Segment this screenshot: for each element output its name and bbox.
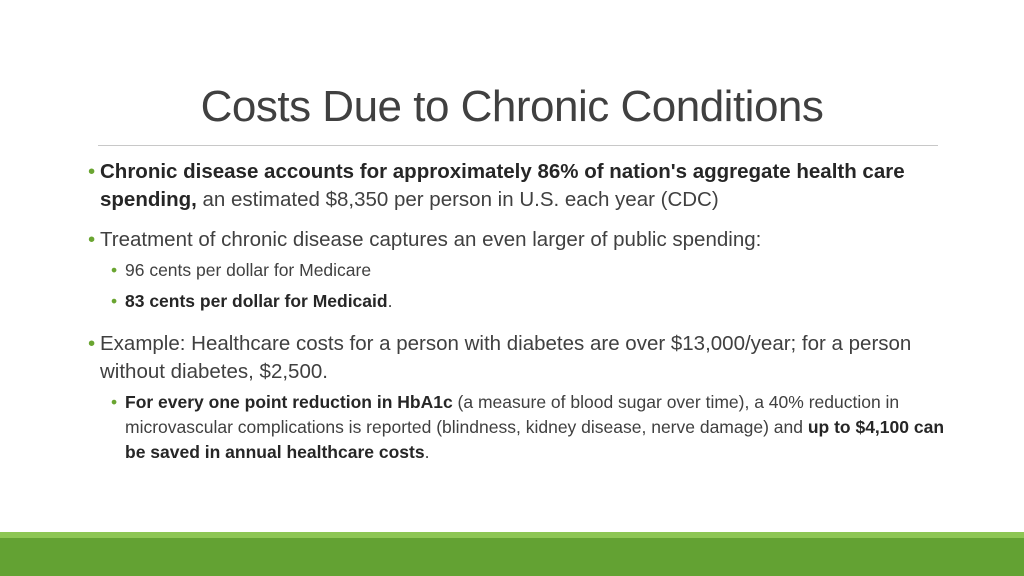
sub-bullet-medicare <box>88 258 948 283</box>
sub-bullet-group <box>88 390 948 465</box>
sub-bullet-hba1c <box>88 390 948 465</box>
bullet-text: Example: Healthcare costs for a person with diabetes are over $13,000/year; for a person without diabetes, $2,500. <box>100 332 912 383</box>
bullet-text: Treatment of chronic disease captures an even larger of public spending: <box>100 228 762 251</box>
sub-bullet-text: . <box>387 291 393 311</box>
bullet-chronic-spending <box>88 158 948 214</box>
sub-bullet-text: 96 cents per dollar for Medicare <box>125 260 372 280</box>
bullet-dot-icon: • <box>111 260 118 280</box>
slide-title: Costs Due to Chronic Conditions <box>200 82 824 131</box>
sub-bullet-text: . <box>424 442 430 462</box>
sub-bullet-bold-text: up to $4,100 can be saved in annual healthcare costs <box>125 417 945 462</box>
bullet-bold-text: Chronic disease accounts for approximately 86% of nation's aggregate health care spending, <box>100 160 905 211</box>
bullet-dot-icon: • <box>111 392 118 412</box>
bullet-public-spending <box>88 226 948 254</box>
bullet-dot-icon: • <box>111 291 118 311</box>
title-divider <box>98 145 938 146</box>
bullet-dot-icon: • <box>88 228 96 251</box>
sub-bullet-medicaid <box>88 289 948 314</box>
sub-bullet-bold-text: 83 cents per dollar for Medicaid <box>125 291 388 311</box>
bullet-text: an estimated $8,350 per person in U.S. each year (CDC) <box>196 188 719 211</box>
footer-band-dark <box>0 538 1024 576</box>
sub-bullet-bold-text: For every one point reduction in HbA1c <box>125 392 453 412</box>
sub-bullet-text: (a measure of blood sugar over time), a 40% reduction in microvascular complications is reported (blindness, kidney disease, nerve damage) and <box>125 392 900 437</box>
bullet-dot-icon: • <box>88 160 96 183</box>
bullet-diabetes-example <box>88 330 948 386</box>
slide-body <box>88 158 948 471</box>
sub-bullet-group <box>88 258 948 314</box>
bullet-dot-icon: • <box>88 332 96 355</box>
